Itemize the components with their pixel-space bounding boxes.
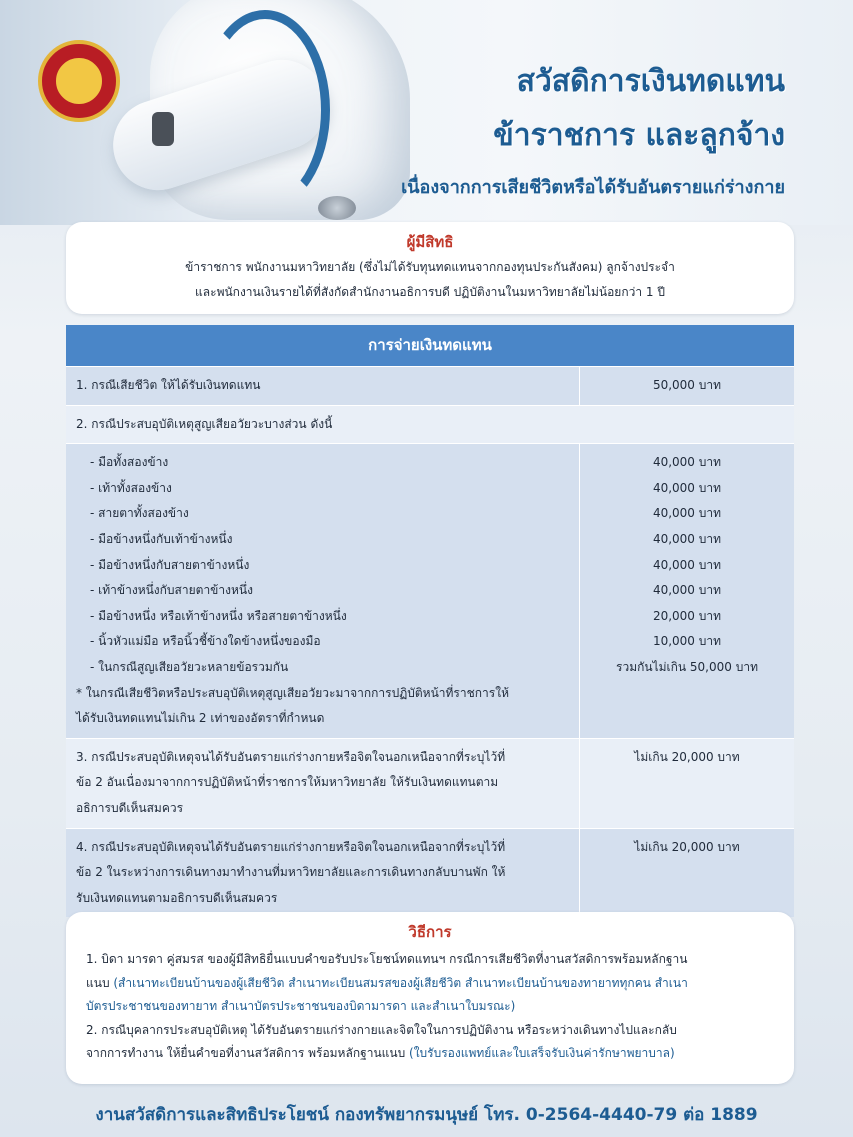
- case-4-line-1: 4. กรณีประสบอุบัติเหตุจนได้รับอันตรายแก่ร่างกายหรือจิตใจนอกเหนือจากที่ระบุไว้ที่: [76, 839, 506, 854]
- case-1-amount: 50,000 บาท: [580, 367, 794, 405]
- eligible-line-2: และพนักงานเงินรายได้ที่สังกัดสำนักงานอธิการบดี ปฏิบัติงานในมหาวิทยาลัยไม่น้อยกว่า 1 ปี: [195, 285, 665, 299]
- table-row-case-1: [66, 366, 794, 405]
- case-2-note-line-1: * ในกรณีเสียชีวิตหรือประสบอุบัติเหตุสูญเสียอวัยวะมาจากการปฏิบัติหน้าที่ราชการให้: [76, 685, 509, 700]
- method-p1-line-2b: (สำเนาทะเบียนบ้านของผู้เสียชีวิต สำเนาทะเบียนสมรสของผู้เสียชีวิต สำเนาทะเบียนบ้านของทายาททุกคน สำเนา: [113, 975, 688, 990]
- case-4-label: [66, 829, 580, 918]
- case-3-line-3: อธิการบดีเห็นสมควร: [76, 800, 184, 815]
- list-item: - เท้าทั้งสองข้าง: [90, 480, 172, 495]
- case-3-line-2: ข้อ 2 อันเนื่องมาจากการปฏิบัติหน้าที่ราชการให้มหาวิทยาลัย ให้รับเงินทดแทนตาม: [76, 775, 499, 790]
- method-p1-line-2a: แนบ: [86, 975, 114, 990]
- method-p2-line-2b: (ใบรับรองแพทย์และใบเสร็จรับเงินค่ารักษาพยาบาล): [409, 1046, 675, 1060]
- case-1-label: 1. กรณีเสียชีวิต ให้ได้รับเงินทดแทน: [66, 367, 580, 405]
- eligible-line-1: ข้าราชการ พนักงานมหาวิทยาลัย (ซึ่งไม่ได้รับทุนทดแทนจากกองทุนประกันสังคม) ลูกจ้างประจำ: [185, 260, 675, 274]
- case-2-note-line-2: ได้รับเงินทดแทนไม่เกิน 2 เท่าของอัตราที่กำหนด: [76, 711, 325, 726]
- method-section: [66, 912, 794, 1084]
- list-item-amount: 40,000 บาท: [652, 557, 722, 572]
- method-title: วิธีการ: [408, 923, 452, 941]
- table-row-case-3: [66, 738, 794, 828]
- list-item-amount: 40,000 บาท: [652, 531, 722, 546]
- eligible-description: [66, 255, 794, 305]
- logo-emblem-icon: [53, 55, 105, 107]
- method-p2-line-1: 2. กรณีบุคลากรประสบอุบัติเหตุ ได้รับอันตรายแก่ร่างกายและจิตใจในการปฏิบัติงาน หรือระหว่างเดินทางไปและกลับ: [86, 1022, 677, 1037]
- list-item-amount: 10,000 บาท: [652, 634, 722, 649]
- eligible-section: [66, 222, 794, 314]
- list-item-amount: 40,000 บาท: [652, 455, 722, 470]
- method-p2-line-2a: จากการทำงาน ให้ยื่นคำขอที่งานสวัสดิการ พร้อมหลักฐานแนบ: [86, 1046, 410, 1060]
- subtitle: เนื่องจากการเสียชีวิตหรือได้รับอันตรายแก่ร่างกาย: [401, 177, 785, 198]
- case-3-label: [66, 739, 580, 828]
- table-row-case-2-items: [66, 443, 794, 738]
- title-line-1: สวัสดิการเงินทดแทน: [516, 64, 785, 99]
- list-item-amount: รวมกันไม่เกิน 50,000 บาท: [616, 659, 758, 674]
- title-line-2: ข้าราชการ และลูกจ้าง: [493, 118, 785, 153]
- payment-table-header: การจ่ายเงินทดแทน: [66, 325, 794, 366]
- case-4-line-2: ข้อ 2 ในระหว่างการเดินทางมาทำงานที่มหาวิทยาลัยและการเดินทางกลับบานพัก ให้: [76, 865, 506, 880]
- payment-table: [66, 325, 794, 917]
- list-item: - นิ้วหัวแม่มือ หรือนิ้วชี้ข้างใดข้างหนึ่งของมือ: [90, 634, 321, 649]
- eligible-title: ผู้มีสิทธิ: [406, 233, 454, 251]
- stethoscope-icon: [200, 10, 330, 210]
- list-item: - มือทั้งสองข้าง: [90, 455, 169, 470]
- method-p1-line-1: 1. บิดา มารดา คู่สมรส ของผู้มีสิทธิยื่นแบบคำขอรับประโยชน์ทดแทนฯ กรณีการเสียชีวิตที่งานสวัสดิการพร้อมหลักฐาน: [86, 952, 688, 966]
- list-item: - มือข้างหนึ่งกับสายตาข้างหนึ่ง: [90, 557, 250, 572]
- list-item: - เท้าข้างหนึ่งกับสายตาข้างหนึ่ง: [90, 583, 253, 598]
- watch-icon: [152, 112, 174, 146]
- method-p1-line-2: [86, 972, 774, 996]
- list-item: - สายตาทั้งสองข้าง: [90, 506, 189, 521]
- case-3-line-1: 3. กรณีประสบอุบัติเหตุจนได้รับอันตรายแก่ร่างกายหรือจิตใจนอกเหนือจากที่ระบุไว้ที่: [76, 749, 506, 764]
- case-4-line-3: รับเงินทดแทนตามอธิการบดีเห็นสมควร: [76, 890, 278, 905]
- case-2-items-labels: [66, 444, 580, 738]
- method-text: [66, 944, 794, 1066]
- case-4-amount: ไม่เกิน 20,000 บาท: [580, 829, 794, 918]
- list-item-amount: 20,000 บาท: [652, 608, 722, 623]
- list-item: - มือข้างหนึ่ง หรือเท้าข้างหนึ่ง หรือสายตาข้างหนึ่ง: [90, 608, 347, 623]
- case-3-amount: ไม่เกิน 20,000 บาท: [580, 739, 794, 828]
- case-2-label: 2. กรณีประสบอุบัติเหตุสูญเสียอวัยวะบางส่วน ดังนี้: [66, 406, 794, 444]
- list-item: - ในกรณีสูญเสียอวัยวะหลายข้อรวมกัน: [90, 659, 289, 674]
- footer-contact: งานสวัสดิการและสิทธิประโยชน์ กองทรัพยากรมนุษย์ โทร. 0-2564-4440-79 ต่อ 1889: [95, 1105, 758, 1125]
- case-2-items-amounts: [580, 444, 794, 738]
- list-item-amount: 40,000 บาท: [652, 480, 722, 495]
- method-p2-line-2: [86, 1042, 774, 1066]
- method-p1-line-3: บัตรประชาชนของทายาท สำเนาบัตรประชาชนของบิดามารดา และสำเนาใบมรณะ): [86, 999, 516, 1013]
- stethoscope-bell-icon: [318, 196, 356, 220]
- list-item-amount: 40,000 บาท: [652, 506, 722, 521]
- list-item-amount: 40,000 บาท: [652, 583, 722, 598]
- list-item: - มือข้างหนึ่งกับเท้าข้างหนึ่ง: [90, 531, 233, 546]
- table-row-case-2-header: [66, 405, 794, 444]
- table-row-case-4: [66, 828, 794, 918]
- university-logo: [38, 40, 120, 122]
